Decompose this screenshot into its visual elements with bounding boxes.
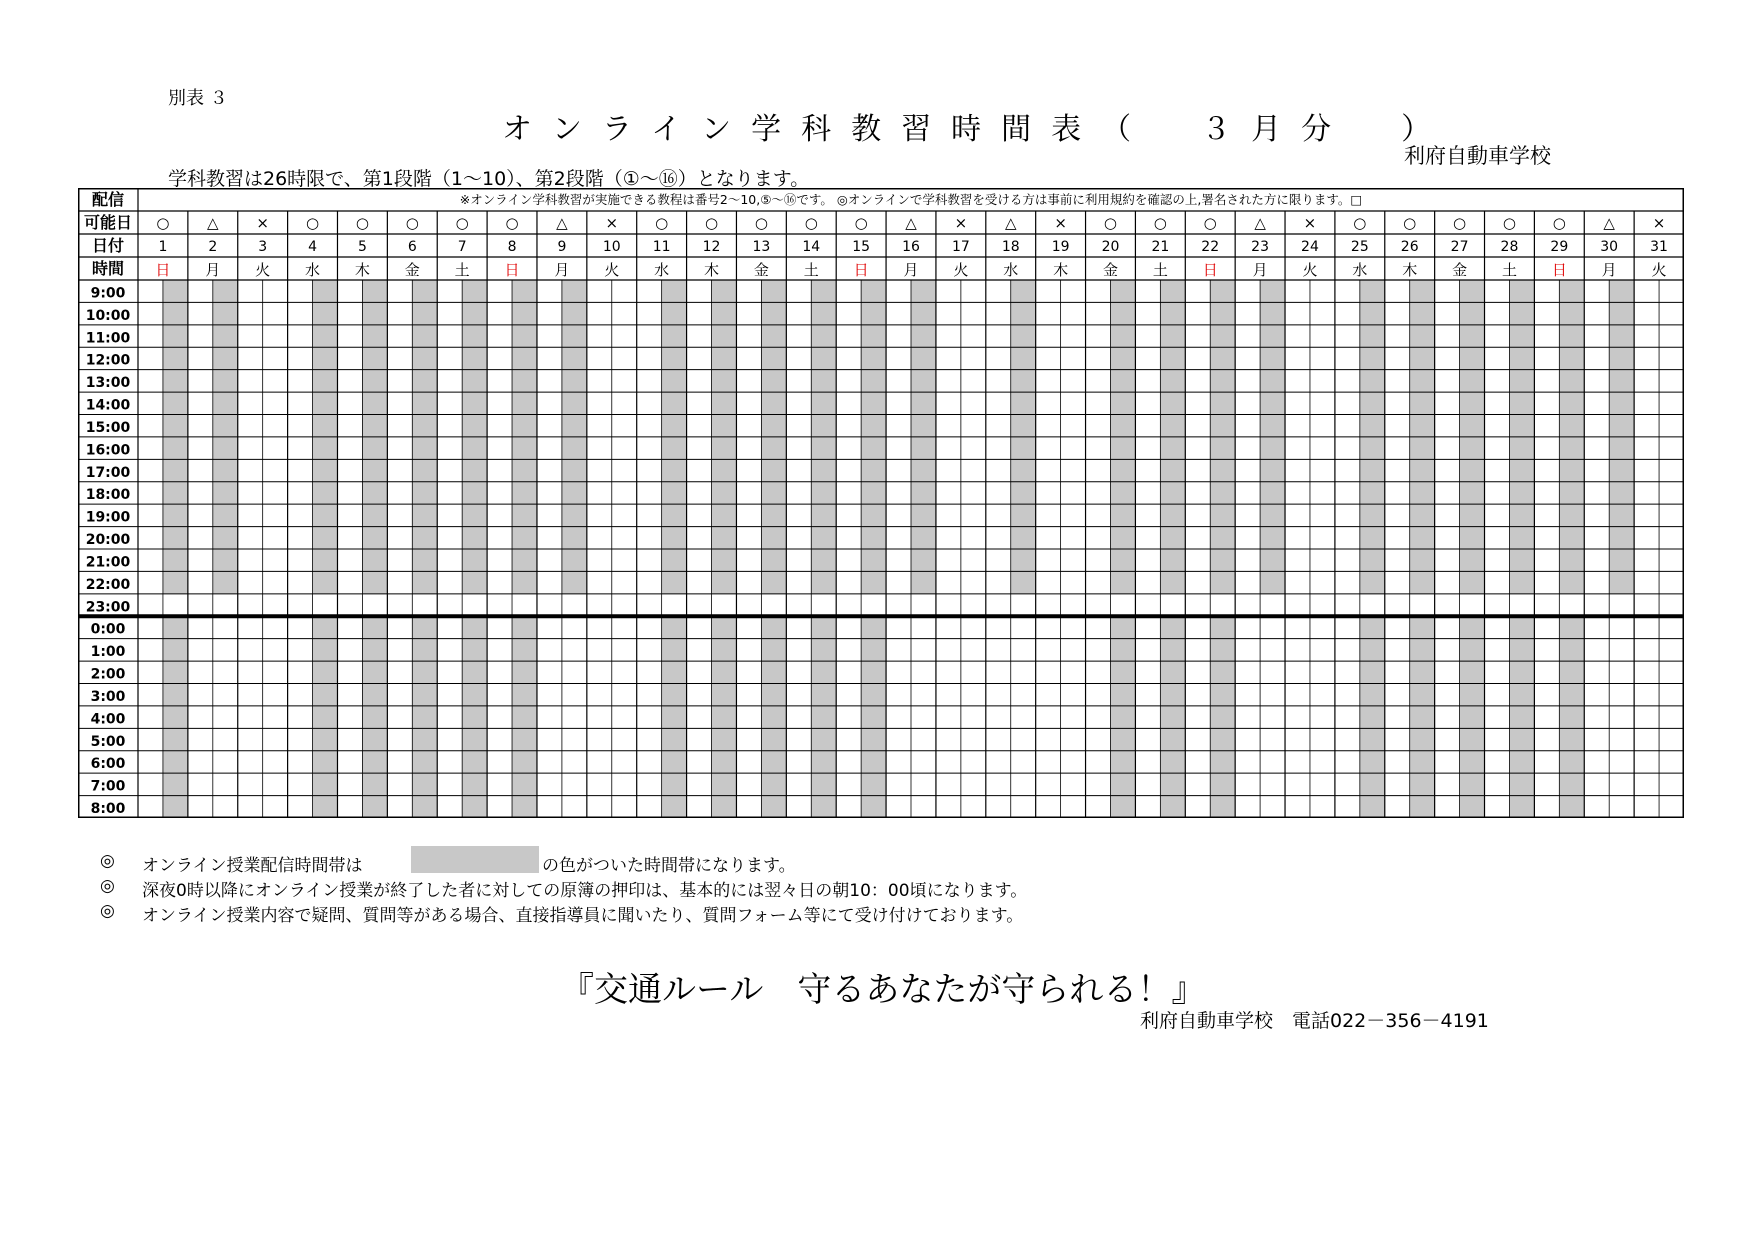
shaded-slot [1559, 616, 1584, 818]
weekday: 水 [1352, 261, 1368, 279]
day-number: 3 [258, 239, 268, 255]
weekday: 火 [953, 261, 969, 279]
availability-mark: ○ [1502, 214, 1516, 232]
note-mark-1: ◎ [100, 851, 115, 871]
availability-mark: ○ [754, 214, 768, 232]
day-number: 6 [407, 239, 417, 255]
availability-mark: ○ [704, 214, 719, 232]
availability-mark: ○ [1353, 214, 1367, 232]
row-label-date: 日付 [91, 236, 125, 255]
slogan: 『交通ルール 守るあなたが守られる！』 [560, 970, 1206, 1010]
weekday: 月 [205, 261, 221, 279]
day-number: 5 [357, 239, 367, 255]
availability-mark: × [256, 214, 269, 232]
day-number: 31 [1650, 239, 1668, 255]
day-number: 24 [1301, 239, 1319, 255]
day-number: 22 [1201, 239, 1220, 255]
weekday: 火 [604, 261, 620, 279]
hour-label: 17:00 [85, 464, 131, 481]
shaded-slot [1410, 616, 1435, 818]
day-number: 14 [802, 239, 821, 255]
hour-label: 2:00 [90, 666, 126, 683]
availability-mark: △ [1603, 214, 1615, 232]
day-number: 28 [1500, 239, 1519, 255]
footer-contact: 利府自動車学校 電話022－356－4191 [1140, 1010, 1489, 1032]
availability-mark: ○ [655, 214, 669, 232]
hour-label: 8:00 [90, 801, 126, 818]
availability-mark: ○ [306, 214, 320, 232]
weekday: 火 [1651, 261, 1667, 279]
hour-label: 20:00 [85, 532, 131, 549]
day-number: 21 [1151, 239, 1170, 255]
weekday: 土 [1501, 261, 1517, 279]
availability-mark: × [605, 214, 619, 232]
availability-mark: ○ [355, 214, 369, 232]
weekday: 月 [554, 261, 570, 279]
day-number: 12 [702, 239, 721, 255]
shaded-slot [1460, 616, 1485, 818]
availability-mark: △ [905, 214, 917, 232]
schedule-table [78, 188, 1684, 818]
shaded-slot [712, 616, 737, 818]
weekday: 木 [354, 261, 370, 279]
weekday: 木 [1053, 261, 1069, 279]
weekday: 日 [853, 261, 869, 279]
weekday: 金 [1102, 261, 1118, 279]
availability-mark: ○ [854, 214, 868, 232]
day-number: 27 [1450, 239, 1469, 255]
legend-shade-swatch [411, 846, 539, 873]
availability-mark: ○ [505, 214, 519, 232]
note-mark-2: ◎ [100, 876, 115, 896]
weekday: 水 [305, 261, 321, 279]
availability-mark: × [1303, 214, 1317, 232]
hour-label: 14:00 [85, 397, 131, 414]
availability-mark: △ [556, 214, 568, 232]
availability-mark: ○ [804, 214, 818, 232]
attachment-label: 別表 ３ [168, 88, 228, 109]
shaded-slot [313, 616, 338, 818]
day-number: 23 [1251, 239, 1270, 255]
weekday: 金 [753, 261, 769, 279]
weekday: 土 [454, 261, 470, 279]
hour-label: 15:00 [85, 419, 131, 436]
weekday: 木 [704, 261, 720, 279]
note-text-1-after: の色がついた時間帯になります。 [542, 856, 796, 876]
note-text-3: オンライン授業内容で疑問、質問等がある場合、直接指導員に聞いたり、質問フォーム等にて受け付けております。 [142, 906, 1024, 926]
shaded-slot [1110, 616, 1135, 818]
day-number: 9 [557, 239, 567, 255]
weekday: 水 [654, 261, 670, 279]
shaded-slot [462, 616, 487, 818]
weekday: 日 [1551, 261, 1567, 279]
weekday: 日 [504, 261, 520, 279]
availability-mark: ○ [455, 214, 469, 232]
weekday: 土 [803, 261, 819, 279]
weekday: 金 [404, 261, 420, 279]
weekday: 火 [1302, 261, 1318, 279]
hour-label: 5:00 [90, 733, 126, 750]
hour-label: 12:00 [85, 352, 131, 369]
hour-label: 16:00 [85, 442, 131, 459]
row-label-time: 時間 [91, 259, 125, 278]
hour-label: 11:00 [85, 330, 131, 347]
availability-mark: × [1652, 214, 1666, 232]
availability-mark: × [1054, 214, 1067, 232]
weekday: 月 [1252, 261, 1268, 279]
day-number: 7 [457, 239, 467, 255]
day-number: 10 [602, 239, 621, 255]
note-text-1-before: オンライン授業配信時間帯は [142, 856, 363, 876]
weekday: 日 [1202, 261, 1218, 279]
hour-label: 1:00 [90, 644, 126, 661]
school-name-header: 利府自動車学校 [1404, 144, 1551, 168]
day-number: 8 [507, 239, 517, 255]
hour-label: 21:00 [85, 554, 131, 571]
hour-label: 9:00 [90, 285, 126, 302]
weekday: 月 [1601, 261, 1617, 279]
weekday: 水 [1003, 261, 1019, 279]
subtitle: 学科教習は26時限で、第1段階（1～10）、第2段階（①～⑯）となります。 [168, 168, 810, 190]
availability-mark: × [954, 214, 968, 232]
shaded-slot [861, 616, 886, 818]
weekday: 月 [903, 261, 919, 279]
weekday: 日 [155, 261, 171, 279]
day-number: 11 [652, 239, 671, 255]
shaded-slot [412, 616, 437, 818]
day-number: 18 [1001, 239, 1020, 255]
shaded-slot [1509, 616, 1534, 818]
weekday: 金 [1452, 261, 1468, 279]
weekday: 火 [255, 261, 271, 279]
weekday: 木 [1402, 261, 1418, 279]
day-number: 4 [308, 239, 318, 255]
day-number: 15 [852, 239, 871, 255]
day-number: 26 [1400, 239, 1419, 255]
shaded-slot [362, 616, 387, 818]
shaded-slot [761, 616, 786, 818]
shaded-slot [662, 616, 687, 818]
shaded-slot [811, 616, 836, 818]
availability-mark: ○ [1552, 214, 1566, 232]
day-number: 2 [208, 239, 218, 255]
day-number: 19 [1051, 239, 1070, 255]
availability-mark: △ [1254, 214, 1266, 232]
availability-mark: ○ [405, 214, 419, 232]
day-number: 1 [158, 239, 168, 255]
weekday: 土 [1152, 261, 1168, 279]
hour-label: 4:00 [90, 711, 126, 728]
hour-label: 22:00 [85, 576, 131, 593]
day-number: 13 [752, 239, 771, 255]
hour-label: 0:00 [90, 621, 126, 638]
notice-text: ※オンライン学科教習が実施できる教程は番号2～10,⑤～⑯です。 ◎オンラインで学科教習を受ける方は事前に利用規約を確認の上,署名された方に限ります。□ [459, 192, 1363, 207]
day-number: 16 [902, 239, 920, 255]
row-label-haishin: 配信 [91, 190, 125, 209]
hour-label: 6:00 [90, 756, 126, 773]
shaded-slot [163, 616, 188, 818]
availability-mark: ○ [1203, 214, 1217, 232]
hour-label: 19:00 [85, 509, 131, 526]
hour-label: 10:00 [85, 307, 131, 324]
availability-mark: ○ [1103, 214, 1118, 232]
day-number: 25 [1350, 239, 1369, 255]
shaded-slot [1360, 616, 1385, 818]
hour-label: 7:00 [90, 778, 126, 795]
day-number: 17 [951, 239, 970, 255]
page-title: オンライン学科教習時間表（ ３月分 ） [502, 112, 1452, 147]
availability-mark: ○ [1153, 214, 1167, 232]
hour-label: 13:00 [85, 375, 131, 392]
row-label-available: 可能日 [83, 213, 133, 232]
shaded-slot [1160, 616, 1185, 818]
availability-mark: ○ [1403, 214, 1417, 232]
note-mark-3: ◎ [100, 901, 115, 921]
hour-label: 23:00 [85, 599, 131, 616]
day-number: 30 [1600, 239, 1619, 255]
availability-mark: ○ [156, 214, 170, 232]
hour-label: 18:00 [85, 487, 131, 504]
hour-label: 3:00 [90, 688, 126, 705]
availability-mark: △ [207, 214, 219, 232]
availability-mark: △ [1004, 214, 1017, 232]
shaded-slot [512, 616, 537, 818]
shaded-slot [1210, 616, 1235, 818]
day-number: 29 [1550, 239, 1569, 255]
note-text-2: 深夜0時以降にオンライン授業が終了した者に対しての原簿の押印は、基本的には翌々日の朝10：00頃になります。 [142, 881, 1028, 901]
day-number: 20 [1101, 239, 1120, 255]
availability-mark: ○ [1453, 214, 1467, 232]
